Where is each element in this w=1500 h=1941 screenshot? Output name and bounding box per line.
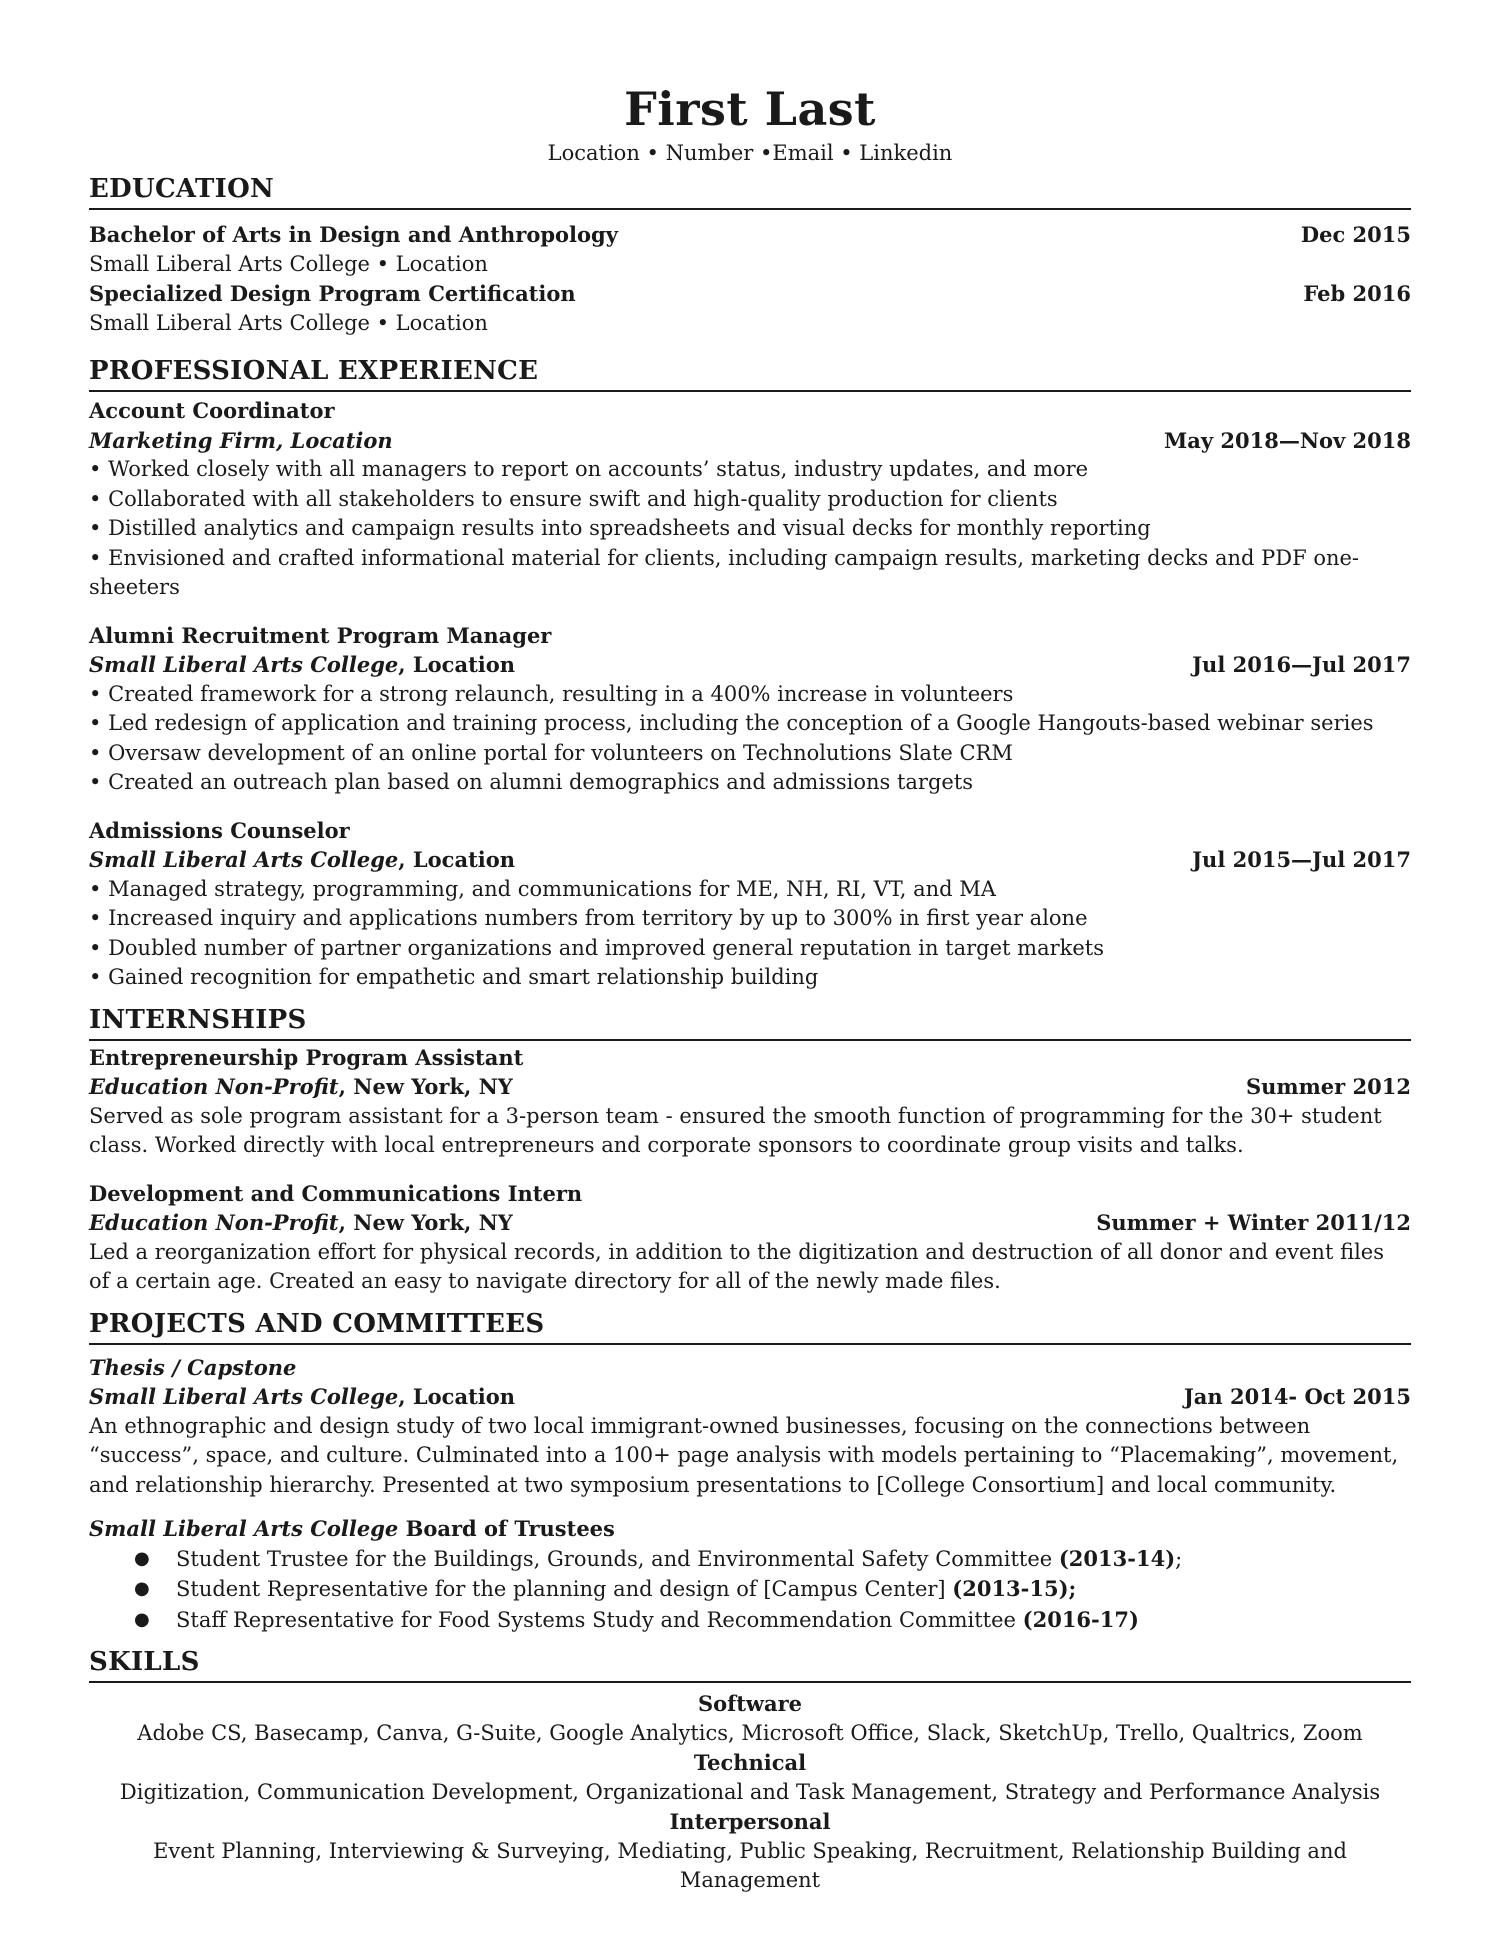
project-date: Jan 2014- Oct 2015 <box>1183 1384 1411 1409</box>
job-date: Jul 2016—Jul 2017 <box>1192 652 1411 677</box>
job-bullets <box>89 680 1411 798</box>
job-entry <box>89 621 1411 798</box>
skill-items: Event Planning, Interviewing & Surveying, Mediating, Public Speaking, Recruitment, Relationship Building and Management <box>153 1838 1347 1892</box>
section-title-education: EDUCATION <box>89 172 1411 210</box>
internship-org: Education Non-Profit <box>89 1210 339 1235</box>
skill-heading: Interpersonal <box>669 1809 831 1834</box>
internship-role: Entrepreneurship Program Assistant <box>89 1044 524 1070</box>
job-entry <box>89 396 1411 603</box>
list-item: • Distilled analytics and campaign results into spreadsheets and visual decks for monthly reporting <box>89 514 1411 544</box>
committee-list <box>89 1544 1411 1636</box>
list-item: • Oversaw development of an online portal for volunteers on Technolutions Slate CRM <box>89 739 1411 769</box>
skill-heading: Technical <box>693 1750 807 1775</box>
list-item: • Managed strategy, programming, and communications for ME, NH, RI, VT, and MA <box>89 875 1411 905</box>
date: Feb 2016 <box>1303 281 1411 306</box>
list-item: • Created an outreach plan based on alumni demographics and admissions targets <box>89 768 1411 798</box>
committee-title: Board of Trustees <box>398 1516 615 1541</box>
job-role: Alumni Recruitment Program Manager <box>89 622 552 648</box>
internship-org: Education Non-Profit <box>89 1074 339 1099</box>
project-description: An ethnographic and design study of two local immigrant-owned businesses, focusing on the connections between “success”, space, and culture. Culminated into a 100+ page analysis with models pertaining to “Placemaking”, movement, and relationship hierarchy. Presented at two symposium presentations to [College Consortium] and local community. <box>89 1413 1399 1497</box>
contact-line: Location • Number •Email • Linkedin <box>547 141 953 165</box>
committee-entry <box>89 1514 1411 1635</box>
education-section <box>89 172 1411 338</box>
school: Small Liberal Arts College • Location <box>89 310 488 335</box>
experience-section <box>89 354 1411 993</box>
skill-heading: Software <box>697 1691 802 1716</box>
job-date: Jul 2015—Jul 2017 <box>1192 847 1411 872</box>
project-title: Thesis / Capstone <box>89 1354 297 1380</box>
list-item: • Led redesign of application and training process, including the conception of a Google Hangouts-based webinar series <box>89 709 1411 739</box>
internship-description: Served as sole program assistant for a 3-person team - ensured the smooth function of programming for the 30+ student class. Worked directly with local entrepreneurs and corporate sponsors to coordinate group visits and talks. <box>89 1103 1382 1157</box>
internship-date: Summer 2012 <box>1245 1074 1411 1099</box>
list-item: • Envisioned and crafted informational material for clients, including campaign results, marketing decks and PDF one-sheeters <box>89 544 1411 603</box>
internship-role: Development and Communications Intern <box>89 1180 583 1206</box>
job-org: Marketing Firm, Location <box>89 427 393 453</box>
list-item: • Doubled number of partner organizations and improved general reputation in target markets <box>89 934 1411 964</box>
job-bullets <box>89 455 1411 603</box>
section-title-experience: PROFESSIONAL EXPERIENCE <box>89 354 1411 392</box>
list-item: • Created framework for a strong relaunch, resulting in a 400% increase in volunteers <box>89 680 1411 710</box>
skills-groups <box>89 1689 1411 1896</box>
job-entry <box>89 816 1411 993</box>
list-item: ● Student Trustee for the Buildings, Grounds, and Environmental Safety Committee (2013-14); <box>134 1544 1411 1575</box>
job-org: Small Liberal Arts College <box>89 847 399 872</box>
internship-location: , New York, NY <box>338 1074 513 1099</box>
skills-section <box>89 1645 1411 1896</box>
project-org: Small Liberal Arts College <box>89 1384 399 1409</box>
job-bullets <box>89 875 1411 993</box>
job-date: May 2018—Nov 2018 <box>1164 427 1411 453</box>
internship-description: Led a reorganization effort for physical records, in addition to the digitization and destruction of all donor and event files of a certain age. Created an easy to navigate directory for all of the newly made files. <box>89 1239 1384 1293</box>
list-item: • Worked closely with all managers to report on accounts’ status, industry updates, and more <box>89 455 1411 485</box>
list-item: • Gained recognition for empathetic and smart relationship building <box>89 963 1411 993</box>
skill-items: Adobe CS, Basecamp, Canva, G-Suite, Google Analytics, Microsoft Office, Slack, SketchUp, Trello, Qualtrics, Zoom <box>137 1720 1363 1745</box>
projects-section <box>89 1307 1411 1636</box>
job-role: Admissions Counselor <box>89 817 350 843</box>
project-entry <box>89 1353 1411 1501</box>
education-item <box>89 279 1411 338</box>
job-role: Account Coordinator <box>89 398 335 423</box>
candidate-name: First Last <box>624 82 876 136</box>
job-location: , Location <box>398 652 516 677</box>
internships-section <box>89 1003 1411 1297</box>
job-org: Small Liberal Arts College <box>89 652 399 677</box>
internship-entry <box>89 1043 1411 1161</box>
internship-location: , New York, NY <box>338 1210 513 1235</box>
section-title-skills: SKILLS <box>89 1645 1411 1683</box>
committee-org: Small Liberal Arts College <box>89 1516 399 1541</box>
degree: Specialized Design Program Certification <box>89 281 576 306</box>
section-title-internships: INTERNSHIPS <box>89 1003 1411 1041</box>
section-title-projects: PROJECTS AND COMMITTEES <box>89 1307 1411 1345</box>
list-item: ● Staff Representative for Food Systems Study and Recommendation Committee (2016-17) <box>134 1605 1411 1636</box>
school: Small Liberal Arts College • Location <box>89 251 488 276</box>
internship-date: Summer + Winter 2011/12 <box>1096 1210 1411 1235</box>
skill-items: Digitization, Communication Development, Organizational and Task Management, Strategy and Performance Analysis <box>119 1779 1381 1804</box>
degree: Bachelor of Arts in Design and Anthropology <box>89 222 618 247</box>
date: Dec 2015 <box>1300 222 1411 247</box>
list-item: • Increased inquiry and applications numbers from territory by up to 300% in first year alone <box>89 904 1411 934</box>
list-item: ● Student Representative for the planning and design of [Campus Center] (2013-15); <box>134 1574 1411 1605</box>
list-item: • Collaborated with all stakeholders to ensure swift and high-quality production for clients <box>89 485 1411 515</box>
internship-entry <box>89 1179 1411 1297</box>
project-location: , Location <box>398 1384 516 1409</box>
job-location: , Location <box>398 847 516 872</box>
education-item <box>89 220 1411 279</box>
